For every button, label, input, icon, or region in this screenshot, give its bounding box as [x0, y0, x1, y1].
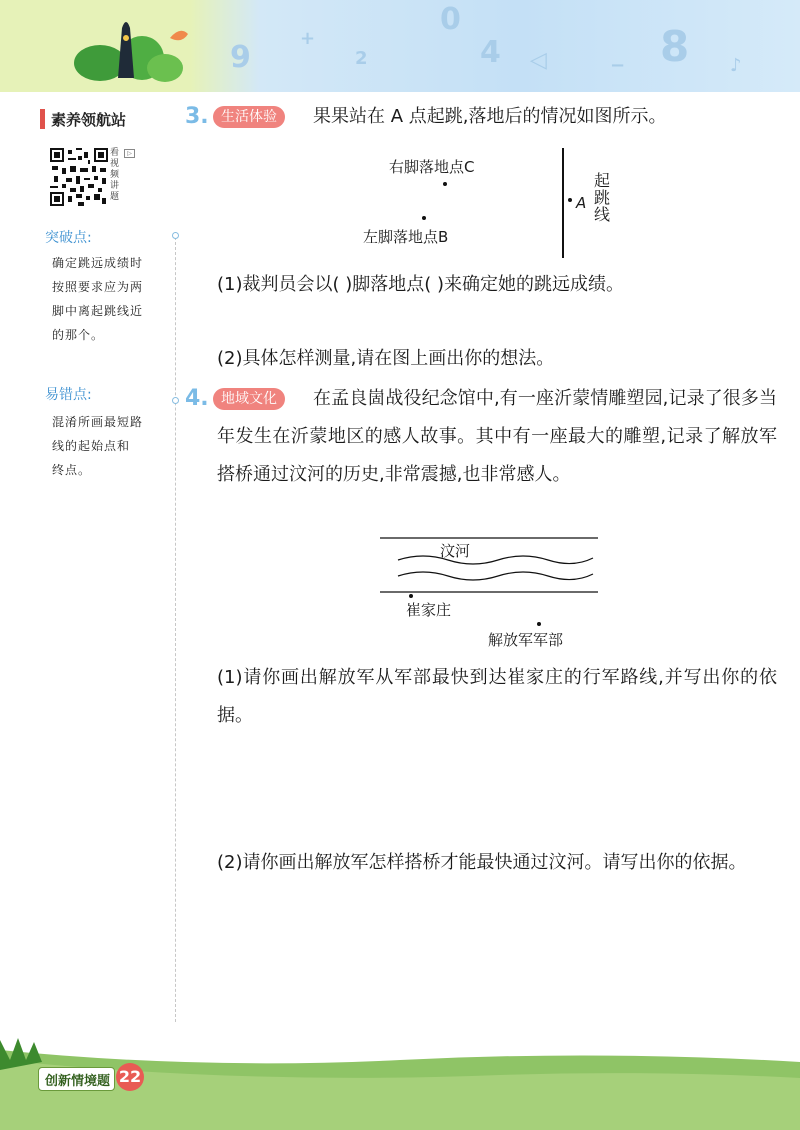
breakthrough-heading: 突破点: — [45, 230, 92, 246]
breakthrough-text — [52, 251, 170, 347]
sidebar-divider — [175, 232, 176, 1022]
question-4-number: 4. — [185, 386, 209, 411]
point-b — [422, 216, 426, 220]
question-4-sub-1: (1)请你画出解放军从军部最快到达崔家庄的行军路线,并写出你的依据。 — [217, 667, 777, 726]
decor-plus: + — [300, 28, 316, 49]
decor-number-4: 4 — [480, 35, 501, 70]
sidebar-title-text: 素养领航站 — [51, 110, 127, 129]
breakthrough-line: 确定跳远成绩时 — [52, 256, 144, 270]
question-4-tag: 地域文化 — [213, 388, 285, 410]
question-4-text: 在孟良崮战役纪念馆中,有一座沂蒙情雕塑园,记录了很多当年发生在沂蒙地区的感人故事。其中有一座最大的雕塑,记录了解放军搭桥通过汶河的历史,非常震撼,也非常感人。 — [217, 388, 777, 485]
village-label: 崔家庄 — [406, 601, 452, 619]
error-line: 线的起始点和 — [52, 439, 131, 453]
decor-number-9: 9 — [230, 40, 251, 75]
decor-number-8: 8 — [660, 22, 690, 71]
decor-number-0: 0 — [440, 2, 461, 37]
page-header-banner — [0, 0, 800, 92]
divider-dot — [172, 232, 179, 239]
takeoff-line — [560, 148, 566, 258]
village-point — [409, 594, 413, 598]
army-label: 解放军军部 — [488, 631, 564, 649]
question-4-sub-2: (2)请你画出解放军怎样搭桥才能最快通过汶河。请写出你的依据。 — [217, 852, 747, 873]
army-point — [537, 622, 541, 626]
point-a-label: A — [576, 194, 587, 212]
qr-label: 看视频讲题 — [110, 148, 120, 202]
decor-triangle: ◁ — [530, 48, 547, 73]
page-number: 22 — [116, 1063, 144, 1091]
breakthrough-line: 按照要求应为两 — [52, 280, 144, 294]
point-c — [443, 182, 447, 186]
decor-note: ♪ — [730, 55, 742, 76]
decor-minus: − — [610, 55, 626, 76]
divider-dot — [172, 397, 179, 404]
river-label: 汶河 — [440, 542, 471, 560]
qr-code[interactable] — [50, 148, 108, 206]
error-line: 终点。 — [52, 463, 92, 477]
error-line: 混淆所画最短路 — [52, 415, 144, 429]
error-heading: 易错点: — [45, 387, 92, 403]
title-marker — [40, 109, 45, 129]
plant-illustration — [70, 8, 190, 88]
right-foot-landing-label: 右脚落地点C — [389, 158, 475, 176]
question-3-tag: 生活体验 — [213, 106, 285, 128]
river-diagram — [378, 534, 600, 596]
left-foot-landing-label: 左脚落地点B — [363, 228, 449, 246]
decor-number-2: 2 — [355, 48, 368, 69]
question-3-text: 果果站在 A 点起跳,落地后的情况如图所示。 — [313, 106, 667, 127]
question-3-sub-1: (1)裁判员会以( )脚落地点( )来确定她的跳远成绩。 — [217, 274, 625, 295]
breakthrough-line: 脚中离起跳线近 — [52, 304, 144, 318]
point-a — [568, 198, 572, 202]
play-icon: ▷ — [124, 149, 135, 158]
question-3-number: 3. — [185, 104, 209, 129]
footer-badge: 创新情境题 — [38, 1067, 115, 1091]
takeoff-line-label: 起跳线 — [594, 171, 611, 224]
error-text — [52, 410, 170, 482]
question-3-sub-2: (2)具体怎样测量,请在图上画出你的想法。 — [217, 348, 555, 369]
sidebar-title — [40, 108, 126, 130]
breakthrough-line: 的那个。 — [52, 328, 105, 342]
